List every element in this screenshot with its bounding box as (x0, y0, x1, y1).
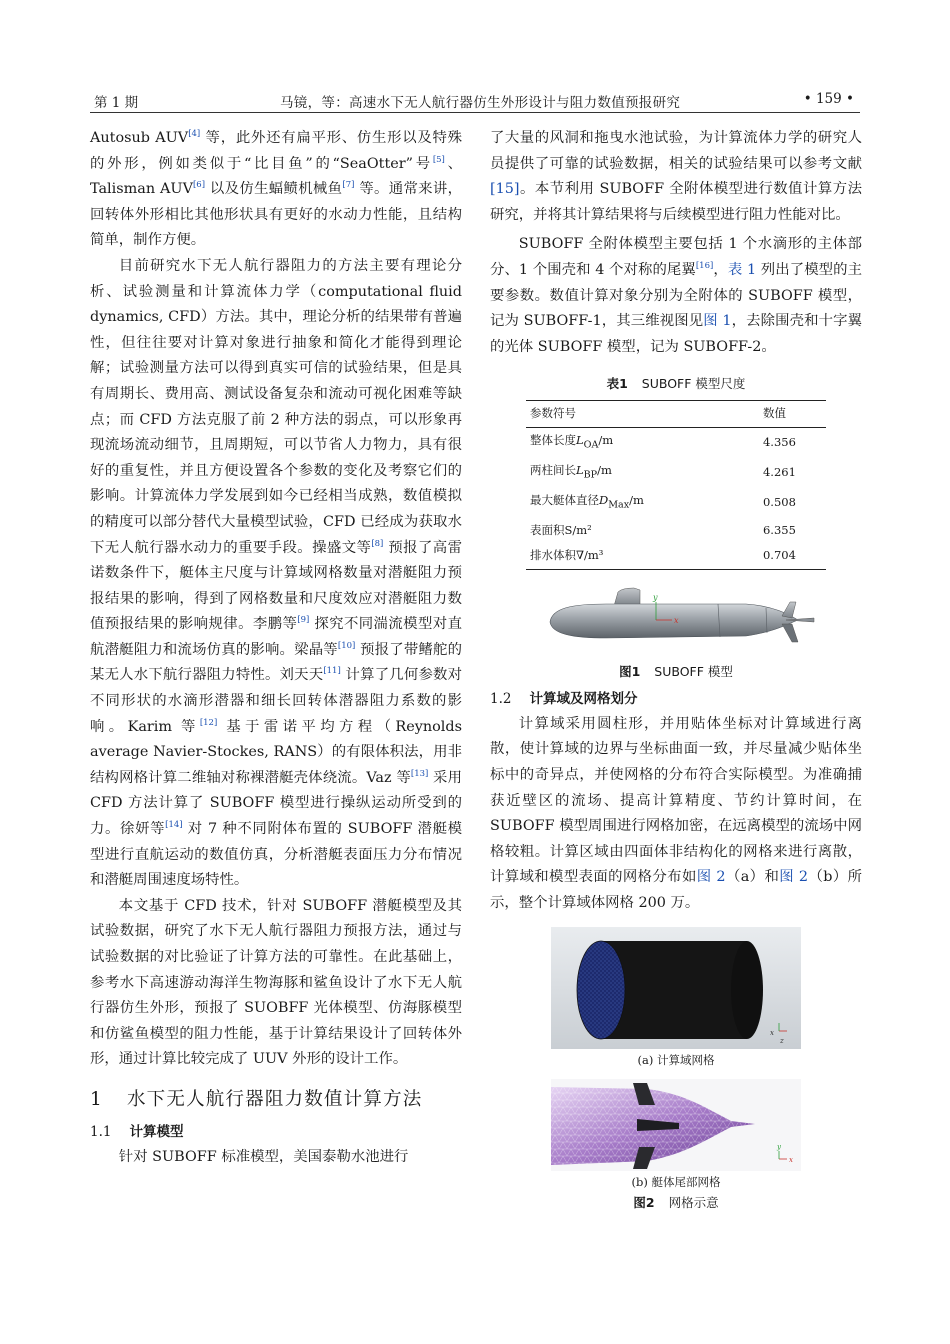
citation[interactable]: [8] (371, 538, 384, 549)
running-header (90, 88, 860, 113)
citation[interactable]: [16] (695, 260, 714, 271)
paragraph-suboff-description: SUBOFF 全附体模型主要包括 1 个水滴形的主体部分、1 个围壳和 4 个对称的尾翼[16]，表 1 列出了模型的主要参数。数值计算对象分别为全附体的 SUBOFF 模型，记为 SUBOFF-1，其三维视图见图 1，去除围壳和十字翼的光体 SUBOFF 模型，记为 SUBOFF-2。 (490, 236, 862, 355)
paragraph-model-cont: 了大量的风洞和拖曳水池试验，为计算流体力学的研究人员提供了可靠的试验数据，相关的试验结果可以参考文献 [15]。本节利用 SUBOFF 全附体模型进行数值计算方法研究，并将其计算结果将与后续模型进行阻力性能对比。 (490, 130, 862, 223)
figure-2b (490, 1079, 862, 1191)
citation[interactable]: [11] (323, 666, 341, 677)
citation[interactable]: [13] (410, 768, 429, 779)
column-header: 参数符号 (526, 401, 673, 428)
citation[interactable]: [4] (188, 129, 201, 139)
citation[interactable]: [5] (432, 154, 445, 165)
paragraph-domain-mesh: 计算域采用圆柱形，并用贴体坐标对计算域进行离散，使计算域的边界与坐标曲面一致，并尽量减少贴体坐标中的奇异点，并使网格的分布符合实际模型。为准确捕获近壁区的流场、提高计算精度、节约计算时间，在 SUBOFF 模型周围进行网格加密，在远离模型的流场中网格较粗。计算区域由四面体非结构化的网格来进行离散，计算域和模型表面的网格分布如图 2（a）和图 2（b）所示，整个计算域体网格 200 万。 (490, 715, 862, 911)
axis-label-y: y (653, 592, 658, 602)
left-column (90, 126, 462, 1171)
table-row: 排水体积∇/m³ 0.704 (526, 543, 826, 569)
citation[interactable]: [7] (342, 180, 355, 191)
section-heading-1: 1 水下无人航行器阻力数值计算方法 (90, 1088, 423, 1110)
citation[interactable]: [6] (192, 180, 206, 191)
figure-2a (490, 927, 862, 1069)
table-link[interactable]: 表 1 (727, 261, 757, 278)
axis-label-y: y (777, 1142, 781, 1151)
figure-1-caption: 图1 SUBOFF 模型 (619, 663, 733, 679)
suboff-dimensions-table (526, 400, 826, 569)
figure-link[interactable]: 图 1 (703, 313, 732, 330)
figure-link[interactable]: 图 2 (779, 869, 809, 886)
table-row: 整体长度$L_{OA}/m$ 4.356 (530, 432, 796, 451)
subsection-heading-1-2: 1.2 计算域及网格划分 (490, 690, 638, 707)
figure-link[interactable]: 图 2 (696, 869, 726, 886)
table-caption: 表1 SUBOFF 模型尺度 (606, 376, 746, 392)
figure-2b-caption: (b) 艇体尾部网格 (631, 1174, 721, 1189)
table-row: 最大艇体直径$D_{Max}/m$ 0.508 (530, 492, 796, 511)
figure-1 (490, 576, 862, 658)
paragraph-model-start: 针对 SUBOFF 标准模型，美国泰勒水池进行 (118, 1148, 409, 1165)
subsection-heading-1-1: 1.1 计算模型 (90, 1123, 184, 1140)
paragraph-intro-shapes: Autosub AUV[4] 等，此外还有扁平形、仿生形以及特殊的外形，例如类似于“比目鱼”的“SeaOtter”号[5]、Talisman AUV[6] 以及仿生蝠鲼机械鱼[7] 等。通常来讲，回转体外形相比其他形状具有更好的水动力性能，且结构简单，制作方便。 (90, 129, 463, 249)
axis-label-x: x (789, 1155, 793, 1164)
stern-mesh-render (551, 1079, 801, 1171)
domain-mesh-render (551, 927, 801, 1049)
citation[interactable]: [10] (337, 640, 356, 651)
running-title: 马镜，等：高速水下无人航行器仿生外形设计与阻力数值预报研究 (280, 95, 681, 111)
axis-label-x: x (770, 1028, 774, 1037)
right-column (490, 126, 862, 1213)
figure-2a-caption: (a) 计算域网格 (637, 1052, 715, 1067)
page-number: • 159 • (803, 91, 854, 107)
axis-label-z: z (780, 1036, 784, 1045)
citation[interactable]: [12] (199, 717, 218, 728)
table-row: 表面积S/m² 6.355 (530, 522, 796, 537)
issue-number: 第 1 期 (94, 95, 139, 111)
citation[interactable]: [15] (490, 181, 520, 198)
table-header-row (526, 401, 826, 428)
table-row: 两柱间长$L_{BP}/m$ 4.261 (530, 462, 796, 481)
paragraph-research-methods: 目前研究水下无人航行器阻力的方法主要有理论分析、试验测量和计算流体力学（computational fluid dynamics, CFD）方法。其中，理论分析的结果带有普遍性，但往往要对计算对象进行抽象和简化才能得到理论解；试验测量方法可以得到真实可信的试验结果，但是具有周期长、费用高、测试设备复杂和流动可视化困难等缺点；而 CFD 方法克服了前 2 种方法的弱点，可以形象再现流场流动细节，且周期短，可以节省人力物力，具有很好的重复性，并且方便设置各个参数的变化及考察它们的影响。计算流体力学发展到如今已经相当成熟，数值模拟的精度可以部分替代大量模型试验，CFD 已经成为获取水下无人航行器水动力的重要手段。操盛文等[8] 预报了高雷诺数条件下，艇体主尺度与计算域网格数量对潜艇阻力预报结果的影响，得到了网格数量和尺度效应对潜艇阻力数值预报结果的影响规律。李鹏等[9] 探究不同湍流模型对直航潜艇阻力和流场仿真的影响。梁晶等[10] 预报了带鳍舵的某无人水下航行器阻力特性。刘天天[11] 计算了几何参数对不同形状的水滴形潜器和细长回转体潜器阻力系数的影响。Karim 等[12] 基于雷诺平均方程（Reynolds average Navier-Stockes, RANS）的有限体积法，用非结构网格计算二维轴对称裸潜艇壳体绕流。Vaz 等[13] 采用 CFD 方法计算了 SUBOFF 模型进行操纵运动所受到的力。徐妍等[14] 对 7 种不同附体布置的 SUBOFF 潜艇模型进行直航运动的数值仿真，分析潜艇表面压力分布情况和潜艇周围速度场特性。 (90, 257, 462, 889)
citation[interactable]: [14] (165, 820, 183, 831)
suboff-model-render (536, 576, 816, 658)
citation[interactable]: [9] (297, 615, 310, 626)
column-header: 数值 (673, 401, 826, 428)
paragraph-this-work: 本文基于 CFD 技术，针对 SUBOFF 潜艇模型及其试验数据，研究了水下无人航行器阻力预报方法，通过与试验数据的对比验证了计算方法的可靠性。在此基础上，参考水下高速游动海洋生物海豚和鲨鱼设计了水下无人航行器仿生外形，预报了 SUOBFF 光体模型、仿海豚模型和仿鲨鱼模型的阻力性能，基于计算结果设计了回转体外形，通过计算比较完成了 UUV 外形的设计工作。 (90, 897, 462, 1068)
axis-label-x: x (674, 615, 679, 625)
figure-2-caption: 图2 网格示意 (633, 1194, 719, 1210)
